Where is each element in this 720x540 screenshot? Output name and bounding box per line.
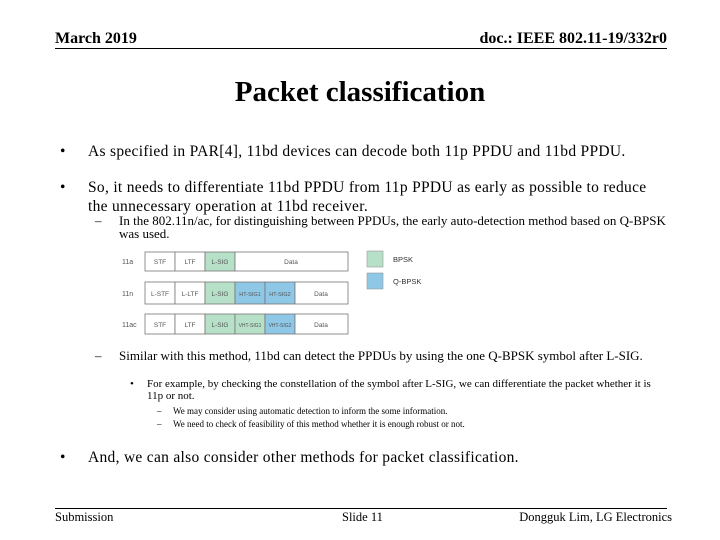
diagram-legend (367, 251, 421, 289)
sub-bullet-dash-2: – (95, 348, 102, 363)
header-date: March 2019 (55, 30, 137, 47)
field-data-label: Data (314, 291, 328, 298)
level4-dash-2: – (157, 419, 162, 429)
field-l-stf-label: L-STF (150, 291, 170, 298)
bullet-dot-1: • (60, 143, 66, 160)
level4-text-2: We need to check of feasibility of this method whether it is enough robust or not. (173, 419, 465, 429)
bullet-1-text: As specified in PAR[4], 11bd devices can decode both 11p PPDU and 11bd PPDU. (88, 143, 626, 160)
sub-sub-bullet-dot: • (130, 378, 134, 390)
header-rule (55, 48, 667, 49)
row-label-11ac: 11ac (122, 322, 137, 329)
field-ht-sig1-label: HT-SIG1 (239, 292, 261, 298)
level4-dash-1: – (157, 406, 162, 416)
sub-bullet-dash-1: – (95, 213, 102, 228)
field-l-sig-label: L-SIG (211, 322, 229, 329)
footer-slide-number: Slide 11 (342, 510, 383, 524)
field-vht-sig2-label: VHT-SIG2 (268, 323, 292, 329)
legend-label-bpsk: BPSK (393, 255, 414, 264)
level4-text-1: We may consider using automatic detection to inform the some information. (173, 406, 448, 416)
ppdu-format-diagram (112, 246, 442, 338)
bullet-2-text: So, it needs to differentiate 11bd PPDU from 11p PPDU as early as possible to reduce the unnecessary operation at 11bd receiver. (88, 179, 647, 215)
field-ltf-label: LTF (184, 259, 196, 266)
header-doc-ref: doc.: IEEE 802.11-19/332r0 (479, 30, 667, 47)
bullet-3-text: And, we can also consider other methods for packet classification. (88, 449, 519, 466)
row-11ac (122, 314, 348, 334)
bullet-dot-3: • (60, 449, 66, 466)
footer-author: Dongguk Lim, LG Electronics (519, 510, 672, 524)
legend-swatch-bpsk (367, 251, 383, 267)
field-data-label: Data (314, 322, 328, 329)
field-l-ltf-label: L-LTF (181, 291, 199, 298)
legend-label-q-bpsk: Q-BPSK (393, 277, 422, 286)
field-ltf-label: LTF (184, 322, 196, 329)
field-l-sig-label: L-SIG (211, 291, 229, 298)
field-ht-sig2-label: HT-SIG2 (269, 292, 291, 298)
row-11n (122, 282, 348, 304)
field-stf-label: STF (153, 259, 167, 266)
row-label-11n: 11n (122, 291, 134, 298)
field-vht-sig1-label: VHT-SIG1 (238, 323, 262, 329)
legend-swatch-q-bpsk (367, 273, 383, 289)
footer-submission: Submission (55, 510, 114, 524)
field-stf-label: STF (153, 322, 167, 329)
slide-title: Packet classification (234, 76, 486, 108)
field-l-sig-label: L-SIG (211, 259, 229, 266)
sub-bullet-1-text: In the 802.11n/ac, for distinguishing between PPDUs, the early auto-detection method based on Q-BPSK was used. (119, 213, 666, 241)
sub-bullet-2-text: Similar with this method, 11bd can detect the PPDUs by using the one Q-BPSK symbol after L-SIG. (119, 348, 643, 363)
bullet-dot-2: • (60, 179, 66, 196)
footer-rule (55, 508, 667, 509)
row-11a (122, 252, 348, 271)
field-data-label: Data (284, 259, 298, 266)
sub-sub-bullet-text: For example, by checking the constellation of the symbol after L-SIG, we can differentiate the packet whether it is 11p or not. (147, 378, 651, 402)
row-label-11a: 11a (122, 259, 134, 266)
